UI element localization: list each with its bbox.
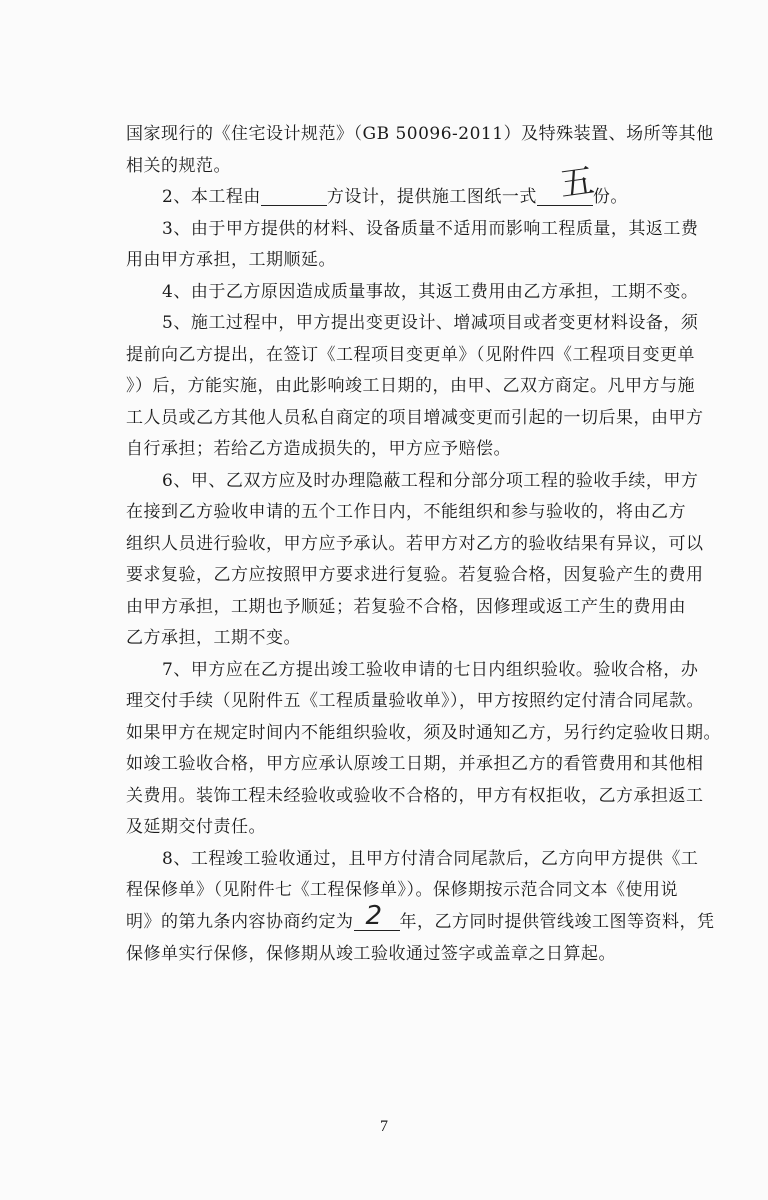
text-line: 程保修单》（见附件七《工程保修单》）。保修期按示范合同文本《使用说 bbox=[126, 880, 678, 900]
text-line: 提前向乙方提出，在签订《工程项目变更单》（见附件四《工程项目变更单 bbox=[126, 345, 695, 365]
text-line: 在接到乙方验收申请的五个工作日内，不能组织和参与验收的，将由乙方 bbox=[126, 502, 686, 522]
clause-5-line-5 bbox=[0, 431, 768, 467]
text-line: 保修单实行保修，保修期从竣工验收通过签字或盖章之日算起。 bbox=[126, 944, 616, 964]
text-line: 7、甲方应在乙方提出竣工验收申请的七日内组织验收。验收合格，办 bbox=[162, 660, 699, 680]
clause-3-line-2 bbox=[0, 242, 768, 278]
text-line: 相关的规范。 bbox=[126, 156, 231, 176]
text-line: 及延期交付责任。 bbox=[126, 817, 266, 837]
text-line: 组织人员进行验收，甲方应予承认。若甲方对乙方的验收结果有异议，可以 bbox=[126, 534, 704, 554]
text-line: 如竣工验收合格，甲方应承认原竣工日期，并承担乙方的看管费用和其他相 bbox=[126, 754, 704, 774]
text-segment: 明》的第九条内容协商约定为 bbox=[126, 912, 354, 932]
text-line: 5、施工过程中，甲方提出变更设计、增减项目或者变更材料设备，须 bbox=[162, 313, 699, 333]
text-line: 理交付手续（见附件五《工程质量验收单》），甲方按照约定付清合同尾款。 bbox=[126, 691, 704, 711]
clause-8-line-2 bbox=[0, 872, 768, 908]
text-line: 关费用。装饰工程未经验收或验收不合格的，甲方有权拒收，乙方承担返工 bbox=[126, 786, 704, 806]
clause-8-line-3-text bbox=[126, 901, 715, 940]
page-number: 7 bbox=[380, 1118, 388, 1135]
text-line: 工人员或乙方其他人员私自商定的项目增减变更而引起的一切后果，由甲方 bbox=[126, 408, 704, 428]
clause-8-line-3 bbox=[0, 901, 768, 940]
designer-blank bbox=[261, 185, 327, 206]
text-line: 3、由于甲方提供的材料、设备质量不适用而影响工程质量，其返工费 bbox=[162, 219, 699, 239]
text-line: 8、工程竣工验收通过，且甲方付清合同尾款后，乙方向甲方提供《工 bbox=[162, 849, 699, 869]
text-line: 6、甲、乙双方应及时办理隐蔽工程和分部分项工程的验收手续，甲方 bbox=[162, 471, 699, 491]
text-line: 》）后，方能实施，由此影响竣工日期的，由甲、乙双方商定。凡甲方与施 bbox=[126, 376, 695, 396]
clause-6-line-6 bbox=[0, 620, 768, 656]
clause-8-line-4 bbox=[0, 936, 768, 972]
text-line: 由甲方承担，工期也予顺延；若复验不合格，因修理或返工产生的费用由 bbox=[126, 597, 686, 617]
text-line: 用由甲方承担，工期顺延。 bbox=[126, 250, 336, 270]
text-line: 自行承担；若给乙方造成损失的，甲方应予赔偿。 bbox=[126, 439, 511, 459]
handwritten-years: 2 bbox=[365, 901, 383, 931]
clause-6-line-4 bbox=[0, 557, 768, 593]
text-line: 4、由于乙方原因造成质量事故，其返工费用由乙方承担，工期不变。 bbox=[162, 282, 699, 302]
text-line: 如果甲方在规定时间内不能组织验收，须及时通知乙方，另行约定验收日期。 bbox=[126, 723, 721, 743]
text-line: 乙方承担，工期不变。 bbox=[126, 628, 301, 648]
warranty-years-blank bbox=[354, 901, 400, 931]
clause-5-line-1 bbox=[0, 305, 768, 341]
clause-6-line-2 bbox=[0, 494, 768, 530]
paragraph-1-line-1 bbox=[0, 116, 768, 152]
clause-7-line-6 bbox=[0, 809, 768, 845]
clause-5-line-3 bbox=[0, 368, 768, 404]
handwritten-copies: 五 bbox=[557, 160, 598, 206]
clause-7-line-4 bbox=[0, 746, 768, 782]
clause-2-text: 2、本工程由 方设计，提供施工图纸一式 份。 bbox=[162, 187, 628, 207]
text-line: 要求复验，乙方应按照甲方要求进行复验。若复验合格，因复验产生的费用 bbox=[126, 565, 704, 585]
text-line: 国家现行的《住宅设计规范》（GB 50096-2011）及特殊装置、场所等其他 bbox=[126, 124, 714, 144]
clause-7-line-2 bbox=[0, 683, 768, 719]
text-segment: 年，乙方同时提供管线竣工图等资料，凭 bbox=[399, 912, 715, 932]
